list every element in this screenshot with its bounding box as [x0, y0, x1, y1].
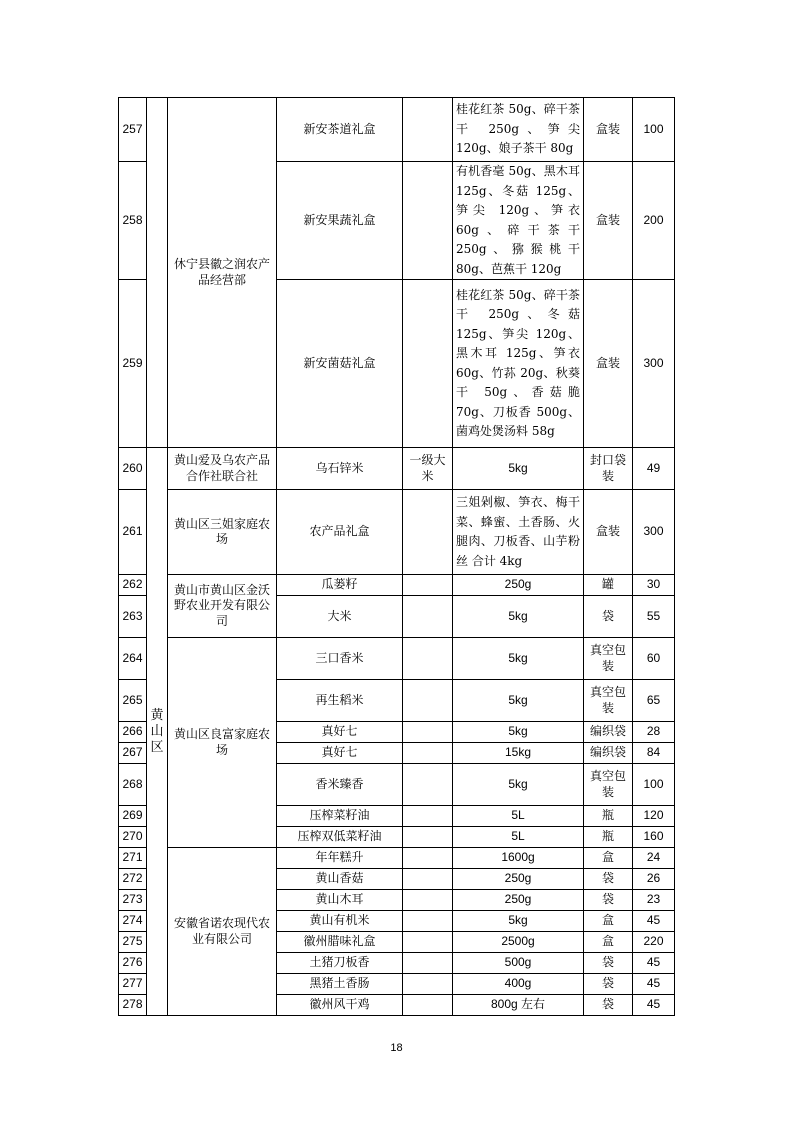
grade-cell — [403, 848, 453, 869]
product-name: 黄山香菇 — [277, 869, 403, 890]
row-number: 272 — [119, 869, 147, 890]
package-cell: 袋 — [584, 953, 633, 974]
spec-cell: 250g — [453, 869, 584, 890]
product-name: 徽州风干鸡 — [277, 995, 403, 1016]
row-number: 275 — [119, 932, 147, 953]
company-cell: 黄山区良富家庭农场 — [168, 638, 277, 848]
row-number: 267 — [119, 743, 147, 764]
product-name: 真好七 — [277, 743, 403, 764]
product-name: 新安菌菇礼盒 — [277, 280, 403, 448]
product-name: 香米臻香 — [277, 764, 403, 806]
row-number: 259 — [119, 280, 147, 448]
price-cell: 84 — [633, 743, 675, 764]
price-cell: 24 — [633, 848, 675, 869]
package-cell: 盒装 — [584, 98, 633, 162]
table-row — [119, 448, 675, 490]
grade-cell — [403, 764, 453, 806]
price-cell: 100 — [633, 98, 675, 162]
package-cell: 真空包装 — [584, 680, 633, 722]
table-row — [119, 848, 675, 869]
package-cell: 真空包装 — [584, 764, 633, 806]
price-cell: 220 — [633, 932, 675, 953]
price-cell: 60 — [633, 638, 675, 680]
grade-cell — [403, 953, 453, 974]
company-cell: 安徽省诺农现代农业有限公司 — [168, 848, 277, 1016]
package-cell: 袋 — [584, 596, 633, 638]
grade-cell — [403, 869, 453, 890]
grade-cell — [403, 98, 453, 162]
table-row — [119, 490, 675, 575]
price-cell: 55 — [633, 596, 675, 638]
district-cell-empty — [147, 98, 168, 448]
page-number: 18 — [390, 1042, 403, 1054]
package-cell: 盒装 — [584, 490, 633, 575]
grade-cell — [403, 162, 453, 280]
product-name: 压榨双低菜籽油 — [277, 827, 403, 848]
product-table — [118, 97, 675, 1016]
price-cell: 160 — [633, 827, 675, 848]
price-cell: 30 — [633, 575, 675, 596]
row-number: 269 — [119, 806, 147, 827]
spec-cell: 400g — [453, 974, 584, 995]
grade-cell — [403, 911, 453, 932]
package-cell: 盒装 — [584, 280, 633, 448]
row-number: 276 — [119, 953, 147, 974]
package-cell: 封口袋装 — [584, 448, 633, 490]
row-number: 258 — [119, 162, 147, 280]
grade-cell — [403, 827, 453, 848]
row-number: 265 — [119, 680, 147, 722]
table-row — [119, 638, 675, 680]
spec-cell: 三姐剁椒、笋衣、梅干菜、蜂蜜、土香肠、火腿肉、刀板香、山芋粉丝 合计 4kg — [453, 490, 584, 575]
spec-cell: 桂花红茶 50g、碎干茶干 250g、冬菇 125g、笋尖 120g、黑木耳 125g、笋衣 60g、竹荪 20g、秋葵干 50g、香菇脆 70g、刀板香 500g、菌鸡处煲汤料 58g — [453, 280, 584, 448]
product-name: 瓜蒌籽 — [277, 575, 403, 596]
product-name: 徽州腊味礼盒 — [277, 932, 403, 953]
product-name: 乌石锌米 — [277, 448, 403, 490]
spec-cell: 5kg — [453, 638, 584, 680]
product-name: 土猪刀板香 — [277, 953, 403, 974]
spec-cell: 5kg — [453, 680, 584, 722]
row-number: 261 — [119, 490, 147, 575]
row-number: 262 — [119, 575, 147, 596]
spec-cell: 2500g — [453, 932, 584, 953]
grade-cell — [403, 806, 453, 827]
spec-cell: 15kg — [453, 743, 584, 764]
spec-cell: 桂花红茶 50g、碎干茶干 250g、笋尖 120g、娘子茶干 80g — [453, 98, 584, 162]
spec-cell: 500g — [453, 953, 584, 974]
spec-cell: 250g — [453, 890, 584, 911]
package-cell: 袋 — [584, 995, 633, 1016]
package-cell: 盒装 — [584, 162, 633, 280]
grade-cell — [403, 680, 453, 722]
row-number: 264 — [119, 638, 147, 680]
grade-cell — [403, 638, 453, 680]
grade-cell — [403, 995, 453, 1016]
grade-cell — [403, 974, 453, 995]
district-cell — [147, 448, 168, 1016]
product-name: 黑猪土香肠 — [277, 974, 403, 995]
row-number: 273 — [119, 890, 147, 911]
grade-cell — [403, 722, 453, 743]
spec-cell: 5kg — [453, 911, 584, 932]
package-cell: 盒 — [584, 911, 633, 932]
price-cell: 45 — [633, 953, 675, 974]
spec-cell: 5kg — [453, 596, 584, 638]
price-cell: 45 — [633, 974, 675, 995]
product-name: 黄山木耳 — [277, 890, 403, 911]
package-cell: 罐 — [584, 575, 633, 596]
price-cell: 65 — [633, 680, 675, 722]
row-number: 268 — [119, 764, 147, 806]
price-cell: 100 — [633, 764, 675, 806]
spec-cell: 5kg — [453, 722, 584, 743]
package-cell: 袋 — [584, 869, 633, 890]
grade-cell — [403, 890, 453, 911]
product-name: 真好七 — [277, 722, 403, 743]
price-cell: 26 — [633, 869, 675, 890]
product-name: 大米 — [277, 596, 403, 638]
row-number: 271 — [119, 848, 147, 869]
price-cell: 45 — [633, 911, 675, 932]
price-cell: 300 — [633, 280, 675, 448]
spec-cell: 5L — [453, 806, 584, 827]
package-cell: 编织袋 — [584, 722, 633, 743]
grade-cell — [403, 743, 453, 764]
row-number: 257 — [119, 98, 147, 162]
grade-cell — [403, 575, 453, 596]
package-cell: 瓶 — [584, 806, 633, 827]
product-name: 再生稻米 — [277, 680, 403, 722]
company-cell: 黄山区三姐家庭农场 — [168, 490, 277, 575]
row-number: 270 — [119, 827, 147, 848]
district-label: 黄山区 — [150, 707, 164, 755]
package-cell: 袋 — [584, 974, 633, 995]
product-name: 新安茶道礼盒 — [277, 98, 403, 162]
price-cell: 28 — [633, 722, 675, 743]
price-cell: 23 — [633, 890, 675, 911]
spec-cell: 1600g — [453, 848, 584, 869]
price-cell: 200 — [633, 162, 675, 280]
grade-cell — [403, 932, 453, 953]
package-cell: 盒 — [584, 848, 633, 869]
company-cell: 黄山市黄山区金沃野农业开发有限公司 — [168, 575, 277, 638]
package-cell: 盒 — [584, 932, 633, 953]
product-name: 农产品礼盒 — [277, 490, 403, 575]
row-number: 263 — [119, 596, 147, 638]
spec-cell: 5L — [453, 827, 584, 848]
grade-cell — [403, 280, 453, 448]
grade-cell: 一级大米 — [403, 448, 453, 490]
product-name: 年年糕升 — [277, 848, 403, 869]
row-number: 274 — [119, 911, 147, 932]
price-cell: 120 — [633, 806, 675, 827]
spec-cell: 有机香毫 50g、黑木耳 125g、冬菇 125g、笋尖 120g、笋衣 60g、碎干茶干 250g、猕猴桃干 80g、芭蕉干 120g — [453, 162, 584, 280]
price-cell: 300 — [633, 490, 675, 575]
package-cell: 真空包装 — [584, 638, 633, 680]
product-name: 压榨菜籽油 — [277, 806, 403, 827]
spec-cell: 5kg — [453, 448, 584, 490]
spec-cell: 800g 左右 — [453, 995, 584, 1016]
row-number: 278 — [119, 995, 147, 1016]
product-name: 新安果蔬礼盒 — [277, 162, 403, 280]
row-number: 277 — [119, 974, 147, 995]
package-cell: 瓶 — [584, 827, 633, 848]
grade-cell — [403, 596, 453, 638]
spec-cell: 250g — [453, 575, 584, 596]
table-row — [119, 575, 675, 596]
package-cell: 编织袋 — [584, 743, 633, 764]
row-number: 260 — [119, 448, 147, 490]
product-name: 三口香米 — [277, 638, 403, 680]
row-number: 266 — [119, 722, 147, 743]
package-cell: 袋 — [584, 890, 633, 911]
company-cell: 黄山爱及乌农产品合作社联合社 — [168, 448, 277, 490]
company-cell: 休宁县徽之润农产品经营部 — [168, 98, 277, 448]
price-cell: 49 — [633, 448, 675, 490]
spec-cell: 5kg — [453, 764, 584, 806]
price-cell: 45 — [633, 995, 675, 1016]
grade-cell — [403, 490, 453, 575]
product-name: 黄山有机米 — [277, 911, 403, 932]
table-row — [119, 98, 675, 162]
